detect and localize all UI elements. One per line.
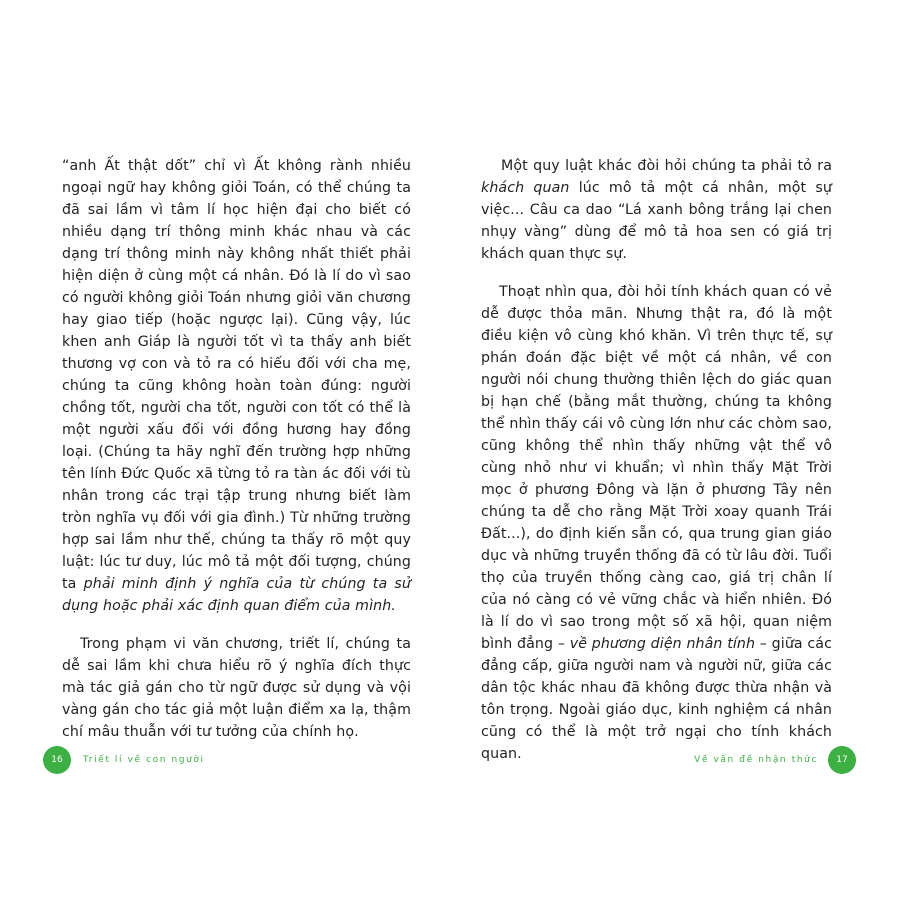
text-run: Trong phạm vi văn chương, triết lí, chúng ta dễ sai lầm khi chưa hiểu rõ ý nghĩa đích thực mà tác giả gán cho từ ngữ được sử dụng và vội vàng gán cho tác giả một luận điểm xa lạ, thậm chí mâu thuẫn với tư tưởng của chính họ. — [62, 636, 411, 740]
right-page — [450, 0, 900, 900]
left-footer — [43, 746, 205, 774]
text-run: Thoạt nhìn qua, đòi hỏi tính khách quan có vẻ dễ được thỏa mãn. Nhưng thật ra, đó là một điều kiện vô cùng khó khăn. Vì trên thực tế, sự phán đoán đặc biệt về một cá nhân, về con người nói chung thường thiên lệch do giác quan bị hạn chế (bằng mắt thường, chúng ta không thể nhìn thấy cái vô cùng lớn như các chòm sao, cũng không thể nhìn thấy những vật thể vô cùng nhỏ như vi khuẩn; vì nhìn thấy Mặt Trời mọc ở phương Đông và lặn ở phương Tây nên chúng ta dễ cho rằng Mặt Trời xoay quanh Trái Đất...), do định kiến sẵn có, qua trung gian giáo dục và những truyền thống đã có từ lâu đời. Tuổi thọ của truyền thống càng cao, giá trị chân lí của nó càng có vẻ vững chắc và hiển nhiên. Đó là lí do vì sao trong một số xã hội, quan niệm bình đẳng – — [481, 284, 832, 652]
text-run: “anh Ất thật dốt” chỉ vì Ất không rành nhiều ngoại ngữ hay không giỏi Toán, có thể chúng ta đã sai lầm vì tâm lí học hiện đại cho biết có nhiều dạng trí thông minh khác nhau và các dạng trí thông minh này không nhất thiết phải hiện diện ở cùng một cá nhân. Đó là lí do vì sao có người không giỏi Toán nhưng giỏi văn chương hay giao tiếp (hoặc ngược lại). Cũng vậy, lúc khen anh Giáp là người tốt vì ta thấy anh biết thương vợ con và tỏ ra có hiếu đối với cha mẹ, chúng ta cũng không hoàn toàn đúng: người chồng tốt, người cha tốt, người con tốt có thể là một người xấu đối với đồng hương hay đồng loại. (Chúng ta hãy nghĩ đến trường hợp những tên lính Đức Quốc xã từng tỏ ra tàn ác đối với tù nhân trong các trại tập trung nhưng biết làm tròn nghĩa vụ đối với gia đình.) Từ những trường hợp sai lầm như thế, chúng ta thấy rõ một quy luật: lúc tư duy, lúc mô tả một đối tượng, chúng ta — [62, 158, 411, 592]
left-paragraph-2 — [62, 633, 411, 743]
right-footer — [694, 746, 856, 774]
page-number-badge: 17 — [828, 746, 856, 774]
text-run: lúc mô tả một cá nhân, một sự việc... Câu ca dao “Lá xanh bông trắng lại chen nhụy vàng” dùng để mô tả hoa sen có giá trị khách quan thực sự. — [481, 180, 832, 262]
right-paragraph-2 — [481, 281, 832, 765]
running-head: Triết lí về con người — [83, 755, 205, 765]
left-page-body — [62, 155, 411, 759]
italic-text-run: phải minh định ý nghĩa của từ chúng ta sử dụng hoặc phải xác định quan điểm của mình. — [62, 576, 412, 614]
right-page-body — [481, 155, 832, 781]
italic-text-run: về phương diện nhân tính — [569, 636, 756, 652]
italic-text-run: khách quan — [481, 180, 570, 196]
text-run: – giữa các đẳng cấp, giữa người nam và người nữ, giữa các dân tộc khác nhau đã không được thừa nhận và tôn trọng. Ngoài giáo dục, kinh nghiệm cá nhân cũng có thể là một trở ngại cho tính khách quan. — [481, 636, 832, 762]
left-paragraph-1 — [62, 155, 411, 617]
text-run: Một quy luật khác đòi hỏi chúng ta phải tỏ ra — [501, 158, 832, 174]
page-number-badge: 16 — [43, 746, 71, 774]
right-paragraph-1 — [481, 155, 832, 265]
running-head: Về vấn đề nhận thức — [694, 755, 818, 765]
